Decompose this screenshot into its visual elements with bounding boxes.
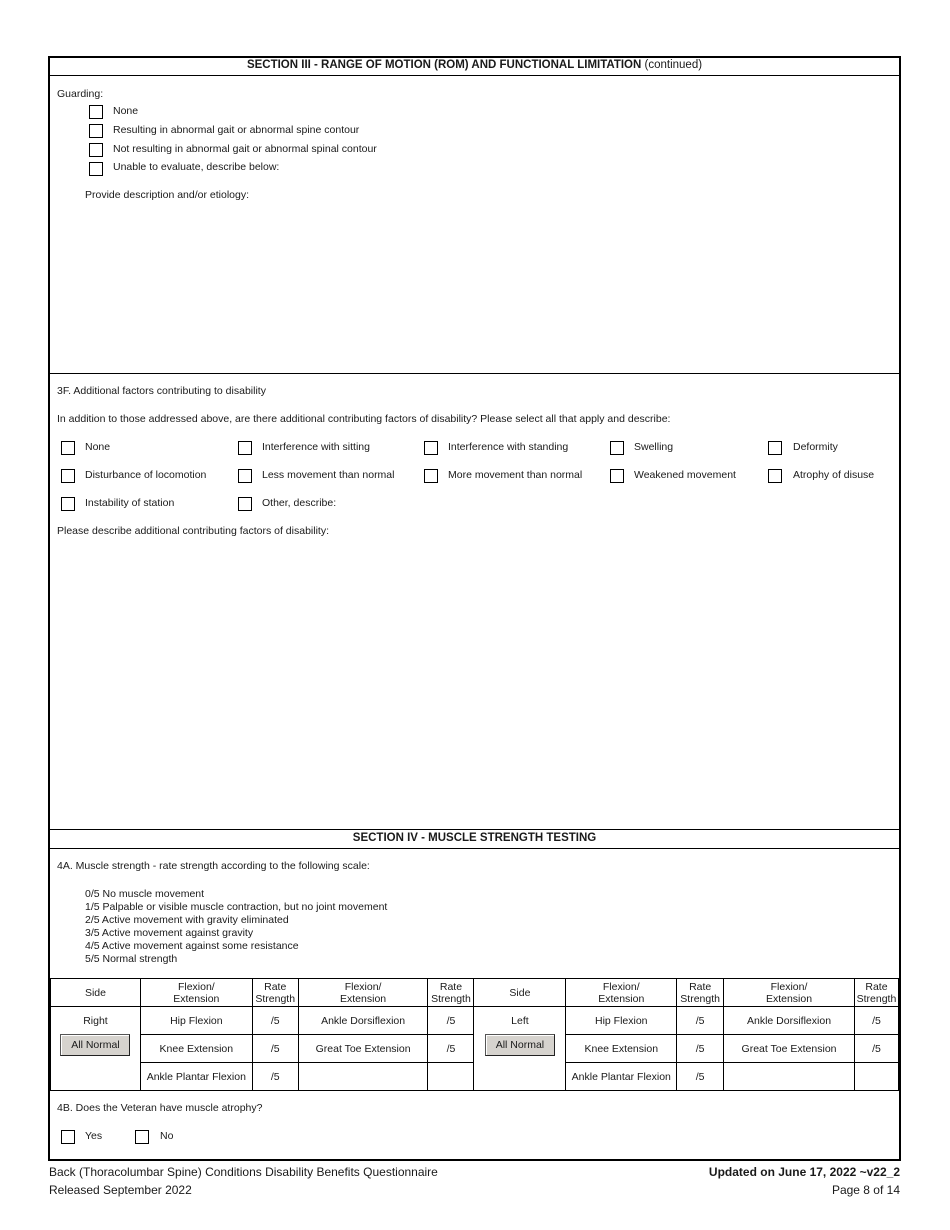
left-ankle-dorsiflexion: Ankle Dorsiflexion	[724, 1007, 855, 1035]
right-knee-extension-rate[interactable]: /5	[252, 1035, 298, 1063]
guarding-label: Guarding:	[57, 88, 104, 100]
factor-weakened-checkbox[interactable]	[610, 469, 624, 483]
rate-header: Rate Strength	[252, 979, 298, 1007]
factor-standing-checkbox[interactable]	[424, 441, 438, 455]
factor-sitting-checkbox[interactable]	[238, 441, 252, 455]
page-number: Page 8 of 14	[831, 1183, 900, 1197]
factor-swelling-label: Swelling	[634, 441, 674, 453]
right-label: Right	[83, 1015, 108, 1027]
right-ankle-dorsiflexion: Ankle Dorsiflexion	[298, 1007, 428, 1035]
right-ankle-plantar-flexion: Ankle Plantar Flexion	[140, 1063, 252, 1091]
left-ankle-plantar-flexion-rate[interactable]: /5	[677, 1063, 724, 1091]
factor-none-checkbox[interactable]	[61, 441, 75, 455]
factor-other-checkbox[interactable]	[238, 497, 252, 511]
table-header-row	[51, 979, 899, 1007]
right-knee-extension: Knee Extension	[140, 1035, 252, 1063]
guarding-not-abnormal-checkbox[interactable]	[89, 143, 103, 157]
left-hip-flexion-rate[interactable]: /5	[677, 1007, 724, 1035]
empty-cell	[854, 1063, 898, 1091]
form-title: Back (Thoracolumbar Spine) Conditions Disability Benefits Questionnaire	[49, 1165, 438, 1179]
side-header: Side	[51, 979, 141, 1007]
muscle-strength-intro: 4A. Muscle strength - rate strength according to the following scale:	[57, 860, 370, 872]
strength-scale: 0/5 No muscle movement 1/5 Palpable or visible muscle contraction, but no joint movement 2/5 Active movement with gravity eliminated 3/5 Active movement against gravity 4/5 Active movement against some resistance 5/5 Normal strength	[85, 888, 388, 965]
right-hip-flexion-rate[interactable]: /5	[252, 1007, 298, 1035]
release-date: Released September 2022	[49, 1183, 192, 1197]
factor-less-movement-label: Less movement than normal	[262, 469, 395, 481]
right-all-normal-button[interactable]: All Normal	[60, 1034, 130, 1056]
factor-locomotion-label: Disturbance of locomotion	[85, 469, 207, 481]
left-knee-extension-rate[interactable]: /5	[677, 1035, 724, 1063]
factor-atrophy-checkbox[interactable]	[768, 469, 782, 483]
flexion-header: Flexion/ Extension	[566, 979, 677, 1007]
right-great-toe-extension-rate[interactable]: /5	[428, 1035, 474, 1063]
factor-instability-checkbox[interactable]	[61, 497, 75, 511]
muscle-strength-table	[50, 978, 899, 1091]
guarding-unable-checkbox[interactable]	[89, 162, 103, 176]
guarding-description-field[interactable]	[85, 204, 885, 369]
empty-cell	[298, 1063, 428, 1091]
flexion-header: Flexion/ Extension	[724, 979, 855, 1007]
right-side-cell	[51, 1007, 141, 1091]
factor-deformity-label: Deformity	[793, 441, 838, 453]
factors-describe-label: Please describe additional contributing factors of disability:	[57, 525, 329, 537]
factor-other-label: Other, describe:	[262, 497, 337, 509]
left-label: Left	[511, 1015, 529, 1027]
empty-cell	[428, 1063, 474, 1091]
factor-instability-label: Instability of station	[85, 497, 175, 509]
guarding-unable-label: Unable to evaluate, describe below:	[113, 161, 280, 173]
factor-standing-label: Interference with standing	[448, 441, 569, 453]
empty-cell	[724, 1063, 855, 1091]
factor-locomotion-checkbox[interactable]	[61, 469, 75, 483]
right-hip-flexion: Hip Flexion	[140, 1007, 252, 1035]
flexion-header: Flexion/ Extension	[140, 979, 252, 1007]
left-side-cell	[474, 1007, 566, 1091]
guarding-none-label: None	[113, 105, 139, 117]
guarding-not-abnormal-label: Not resulting in abnormal gait or abnormal spinal contour	[113, 143, 377, 155]
atrophy-yes-label: Yes	[85, 1130, 103, 1142]
factor-sitting-label: Interference with sitting	[262, 441, 370, 453]
factor-swelling-checkbox[interactable]	[610, 441, 624, 455]
left-all-normal-button[interactable]: All Normal	[485, 1034, 555, 1056]
atrophy-no-checkbox[interactable]	[135, 1130, 149, 1144]
left-ankle-plantar-flexion: Ankle Plantar Flexion	[566, 1063, 677, 1091]
rate-header: Rate Strength	[677, 979, 724, 1007]
left-great-toe-extension: Great Toe Extension	[724, 1035, 855, 1063]
left-ankle-dorsiflexion-rate[interactable]: /5	[854, 1007, 898, 1035]
rate-header: Rate Strength	[854, 979, 898, 1007]
atrophy-no-label: No	[160, 1130, 174, 1142]
factor-none-label: None	[85, 441, 111, 453]
form-frame	[48, 56, 901, 1161]
atrophy-yes-checkbox[interactable]	[61, 1130, 75, 1144]
guarding-abnormal-label: Resulting in abnormal gait or abnormal spine contour	[113, 124, 360, 136]
factor-weakened-label: Weakened movement	[634, 469, 736, 481]
right-great-toe-extension: Great Toe Extension	[298, 1035, 428, 1063]
flexion-header: Flexion/ Extension	[298, 979, 428, 1007]
left-great-toe-extension-rate[interactable]: /5	[854, 1035, 898, 1063]
factor-more-movement-label: More movement than normal	[448, 469, 583, 481]
right-ankle-plantar-flexion-rate[interactable]: /5	[252, 1063, 298, 1091]
rate-header: Rate Strength	[428, 979, 474, 1007]
updated-date: Updated on June 17, 2022 ~v22_2	[708, 1165, 900, 1179]
table-row	[51, 1007, 899, 1035]
factor-more-movement-checkbox[interactable]	[424, 469, 438, 483]
factors-title: 3F. Additional factors contributing to disability	[57, 385, 266, 397]
guarding-description-label: Provide description and/or etiology:	[85, 189, 250, 201]
guarding-abnormal-checkbox[interactable]	[89, 124, 103, 138]
left-knee-extension: Knee Extension	[566, 1035, 677, 1063]
factor-less-movement-checkbox[interactable]	[238, 469, 252, 483]
left-hip-flexion: Hip Flexion	[566, 1007, 677, 1035]
factor-deformity-checkbox[interactable]	[768, 441, 782, 455]
factors-question: In addition to those addressed above, are there additional contributing factors of disability? Please select all that apply and describe:	[57, 413, 671, 425]
section-3-header: SECTION III - RANGE OF MOTION (ROM) AND FUNCTIONAL LIMITATION (continued)	[246, 59, 703, 71]
section-4-header: SECTION IV - MUSCLE STRENGTH TESTING	[352, 832, 597, 844]
right-ankle-dorsiflexion-rate[interactable]: /5	[428, 1007, 474, 1035]
guarding-none-checkbox[interactable]	[89, 105, 103, 119]
factor-atrophy-label: Atrophy of disuse	[793, 469, 875, 481]
side-header: Side	[474, 979, 566, 1007]
atrophy-question: 4B. Does the Veteran have muscle atrophy?	[57, 1102, 263, 1114]
factors-describe-field[interactable]	[57, 541, 892, 826]
